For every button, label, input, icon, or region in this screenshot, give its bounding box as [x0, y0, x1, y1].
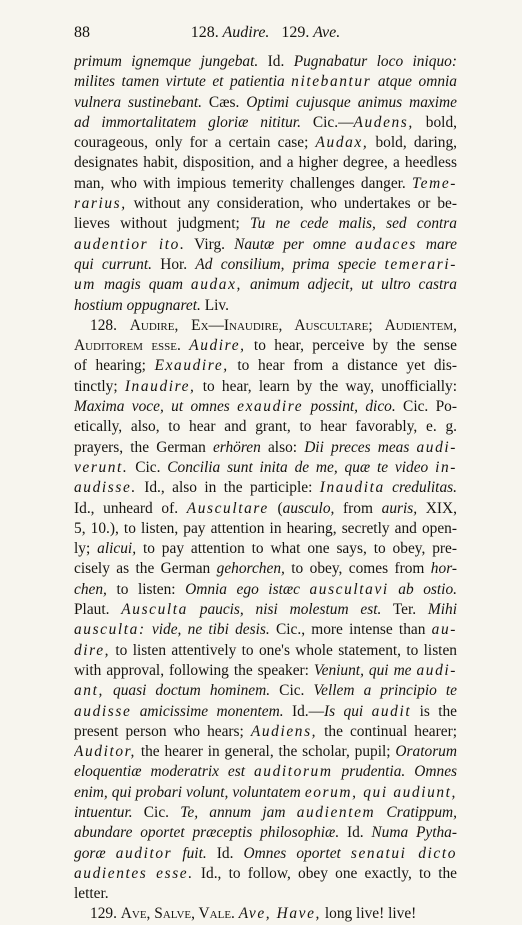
text-segment: in- [435, 458, 457, 476]
text-segment: long live! live! [321, 905, 417, 923]
text-segment: ant, [74, 682, 104, 700]
text-segment: magis quam [96, 276, 191, 294]
text-segment: to listen: [106, 580, 186, 598]
text-segment: Concilia sunt inita de me, quæ te video [167, 458, 436, 476]
text-line [74, 539, 457, 559]
text-segment: from [334, 499, 382, 517]
text-segment: ab ostio. [388, 580, 457, 598]
text-line [74, 255, 457, 275]
text-line [74, 742, 457, 762]
text-line [74, 864, 457, 884]
text-segment: alicui, [97, 540, 137, 558]
text-segment: Cic., more intense than [269, 621, 432, 639]
text-segment: Cic. Po- [395, 398, 457, 416]
text-segment: without any consideration, who undertakes or be- [126, 195, 457, 213]
text-segment: auditor [115, 844, 173, 862]
text-segment: Tu ne cede malis, sed contra [249, 215, 457, 233]
text-segment: Id., unheard of. [74, 499, 187, 517]
text-segment: the hearer in general, the scholar, pupil; [135, 743, 396, 761]
page-header [74, 24, 457, 44]
text-segment [181, 337, 189, 354]
text-segment: hostium oppugnaret. [74, 296, 201, 314]
text-segment: senatui dicto [350, 844, 457, 862]
running-title-word2: Ave. [313, 24, 341, 41]
text-line [74, 336, 457, 356]
text-segment: Te, annum jam [180, 803, 297, 821]
text-segment: Ave, Have, [238, 905, 321, 923]
text-segment: ad immortalitatem gloriæ nititur. [74, 113, 301, 131]
text-line [74, 519, 457, 539]
text-segment: Omnia ego istæc [185, 580, 310, 598]
text-segment: bold, [413, 113, 457, 131]
text-line [74, 194, 457, 214]
text-line [74, 681, 457, 701]
text-segment: audisse [74, 702, 132, 720]
text-segment: Auscultare [186, 499, 269, 517]
text-segment: Veniunt, qui me [313, 661, 417, 679]
text-segment: Omnes oportet [243, 844, 351, 862]
text-segment: temerari- [384, 255, 457, 273]
text-segment: to obey, comes from [284, 560, 431, 578]
text-segment: audi- [416, 438, 457, 456]
text-line [74, 214, 457, 234]
text-segment: Mihi [427, 601, 457, 619]
text-segment: Id. [258, 53, 294, 70]
text-segment: hor- [430, 560, 457, 578]
text-segment: prudentia. [332, 763, 406, 781]
text-segment: to hear, learn by the way, unofficially: [195, 377, 457, 395]
text-segment: primum ignemque jungebat. [74, 53, 259, 70]
text-segment: Oratorum [395, 743, 457, 761]
text-segment: auditorum [254, 763, 333, 781]
text-line [74, 823, 457, 843]
running-title-num1: 128. [190, 24, 219, 41]
text-line [74, 844, 457, 864]
text-line [74, 438, 457, 458]
running-title [74, 24, 457, 42]
text-segment: ( [268, 499, 283, 517]
text-segment: the continual hearer; [317, 722, 457, 740]
text-segment: present person who hears; [74, 722, 251, 740]
text-segment: Maxima voce, ut omnes [74, 398, 238, 416]
text-segment: audientes esse. [74, 864, 194, 882]
text-segment: Hor. [151, 255, 196, 273]
text-line [74, 417, 457, 437]
text-line [74, 620, 457, 640]
text-segment: also: [260, 438, 305, 456]
text-line [74, 884, 457, 904]
text-line [74, 722, 457, 742]
text-segment: Audire, [189, 337, 246, 355]
text-segment: Liv. [200, 296, 229, 314]
text-segment: verunt. [74, 458, 129, 476]
text-line [74, 580, 457, 600]
text-segment: nitebantur [291, 73, 372, 91]
text-segment: audit [371, 702, 412, 720]
text-line [74, 153, 457, 173]
text-line [74, 113, 457, 133]
text-segment: Virg. [185, 235, 235, 253]
text-segment: enim, qui probari volunt, voluntatem [74, 783, 305, 801]
text-segment: audisse. [74, 479, 137, 497]
text-line [74, 52, 457, 72]
text-segment: 129. [90, 905, 121, 923]
text-segment: amicissime monentem. [131, 702, 284, 720]
text-segment: tinctly; [74, 377, 125, 395]
text-segment: Id., also in the participle: [136, 479, 320, 497]
text-segment: erhören [212, 438, 261, 456]
text-segment: Cic. [132, 803, 181, 821]
text-segment: Exaudire, [154, 357, 229, 375]
text-segment: goræ [74, 844, 116, 862]
text-segment: audi- [416, 661, 457, 679]
text-segment: Auditorem esse. [74, 337, 181, 355]
text-segment: Vellem a principio te [313, 682, 457, 700]
text-segment: intuentur. [74, 803, 133, 821]
text-line [74, 478, 457, 498]
text-segment: exaudire [237, 398, 304, 416]
text-segment: audax, [190, 276, 242, 294]
text-line [74, 235, 457, 255]
text-segment: Audiens, [250, 722, 318, 740]
text-segment: Audens, [353, 113, 414, 131]
text-segment: vide, ne tibi desis. [145, 621, 270, 639]
text-line [74, 377, 457, 397]
text-segment: Ave, Salve, Vale. [120, 905, 235, 923]
text-segment: Inaudita [319, 479, 385, 497]
text-segment: Ausculta [121, 601, 188, 619]
text-segment: auscultavi [309, 580, 389, 598]
text-segment: Cic. [270, 682, 314, 700]
text-segment: of hearing; [74, 357, 155, 375]
text-segment: chen, [74, 580, 107, 598]
text-segment: designates habit, disposition, and a higher degree, a heedless [74, 154, 457, 172]
text-segment: ausculta: [74, 621, 146, 639]
text-line [74, 803, 457, 823]
text-segment: animum adjecit, ut ultro castra [241, 276, 457, 294]
text-segment [405, 763, 414, 780]
text-line [74, 904, 457, 924]
page-number: 88 [74, 24, 90, 41]
text-segment: man, who with impious temerity challenges danger. [74, 174, 412, 192]
page-body-text [74, 52, 457, 925]
text-segment: Audax, [315, 134, 369, 152]
text-segment: is the [411, 702, 457, 720]
text-line [74, 275, 457, 295]
text-segment: Is qui [324, 702, 372, 720]
text-segment: Auditor, [74, 743, 136, 761]
text-segment: dire, [74, 641, 111, 659]
running-title-num2: 129. [281, 24, 310, 41]
text-line [74, 661, 457, 681]
text-segment: to hear from a distance yet dis- [228, 357, 457, 375]
text-segment: um [74, 276, 97, 294]
text-segment: 128. [90, 316, 130, 334]
text-segment: mare [416, 235, 457, 253]
text-segment: Ter. [381, 601, 428, 619]
text-segment: to pay attention to what one says, to obey, pre- [136, 540, 457, 558]
text-segment: bold, daring, [368, 134, 457, 152]
text-segment: etically, also, to hear and grant, to hear favorably, e. g. [74, 418, 457, 436]
text-segment: Omnes [414, 763, 457, 781]
text-line [74, 133, 457, 153]
text-segment: with approval, following the speaker: [74, 661, 314, 679]
running-title-word1: Audire. [222, 24, 270, 41]
text-segment: vulnera sustinebant. [74, 93, 202, 111]
text-segment: lieves without judgment; [74, 215, 250, 233]
text-segment: Id.— [283, 702, 325, 720]
text-line [74, 559, 457, 579]
text-segment: Optimi cujusque animus maxime [246, 93, 457, 111]
text-line [74, 641, 457, 661]
text-segment: Plaut. [74, 601, 122, 619]
text-segment: rarius, [74, 195, 127, 213]
text-line [74, 356, 457, 376]
text-segment: 5, 10.), to listen, pay attention in hearing, secretly and open- [74, 519, 457, 537]
text-segment: Id. [206, 844, 244, 862]
text-segment: cisely as the German [74, 560, 217, 578]
text-segment: abundare oportet præceptis philosophiæ. [74, 824, 340, 842]
text-segment: paucis, nisi molestum est. [187, 601, 382, 619]
text-segment: Inaudire, [124, 377, 196, 395]
text-segment: milites tamen virtute et patientia [74, 73, 292, 91]
text-segment: XIX, [417, 499, 457, 517]
text-segment: atque omnia [371, 73, 457, 91]
text-segment: ly; [74, 540, 98, 558]
text-line [74, 316, 457, 336]
text-line [74, 397, 457, 417]
text-segment: Cratippum, [375, 803, 457, 821]
text-segment: qui currunt. [74, 255, 152, 273]
text-segment: Id. [339, 824, 372, 842]
text-segment: prayers, the German [74, 438, 213, 456]
text-segment: Teme- [411, 174, 457, 192]
text-line [74, 93, 457, 113]
text-segment: to listen attentively to one's whole statement, to listen [110, 641, 457, 659]
text-segment: Audire, Ex—Inaudire, Auscultare; Audientem, [129, 316, 457, 334]
text-line [74, 458, 457, 478]
text-line [74, 174, 457, 194]
text-segment: Dii preces meas [304, 438, 417, 456]
text-segment: possint, dico. [303, 398, 396, 416]
text-segment: letter. [74, 885, 109, 903]
text-segment: credulitas. [384, 479, 457, 497]
text-segment: audientem [296, 803, 376, 821]
text-segment: Id., to follow, obey one exactly, to the [193, 864, 457, 882]
text-segment: audentior ito. [74, 235, 186, 253]
text-segment: Ad consilium, prima specie [195, 255, 385, 273]
text-line [74, 702, 457, 722]
text-segment: au- [431, 621, 457, 639]
text-segment: auris, [381, 499, 418, 517]
text-segment: Cæs. [201, 93, 247, 111]
text-line [74, 783, 457, 803]
text-segment: audaces [355, 235, 417, 253]
text-line [74, 72, 457, 92]
text-segment: Cic.— [300, 113, 354, 131]
text-segment: eorum, qui audiunt, [304, 783, 457, 801]
text-segment: Cic. [128, 458, 168, 476]
text-segment: courageous, only for a certain case; [74, 134, 316, 152]
text-line [74, 499, 457, 519]
text-segment: eloquentiæ moderatrix est [74, 763, 255, 781]
text-line [74, 296, 457, 316]
text-segment: quasi doctum hominem. [103, 682, 271, 700]
text-segment: fuit. [172, 844, 207, 862]
text-segment: Numa Pytha- [371, 824, 457, 842]
text-line [74, 762, 457, 782]
text-line [74, 600, 457, 620]
text-segment: gehorchen, [216, 560, 285, 578]
text-segment: ausculo, [282, 499, 335, 517]
text-segment: Nautæ per omne [234, 235, 356, 253]
text-segment: Pugnabatur loco iniquo: [293, 53, 457, 70]
text-segment: to hear, perceive by the sense [245, 337, 457, 355]
